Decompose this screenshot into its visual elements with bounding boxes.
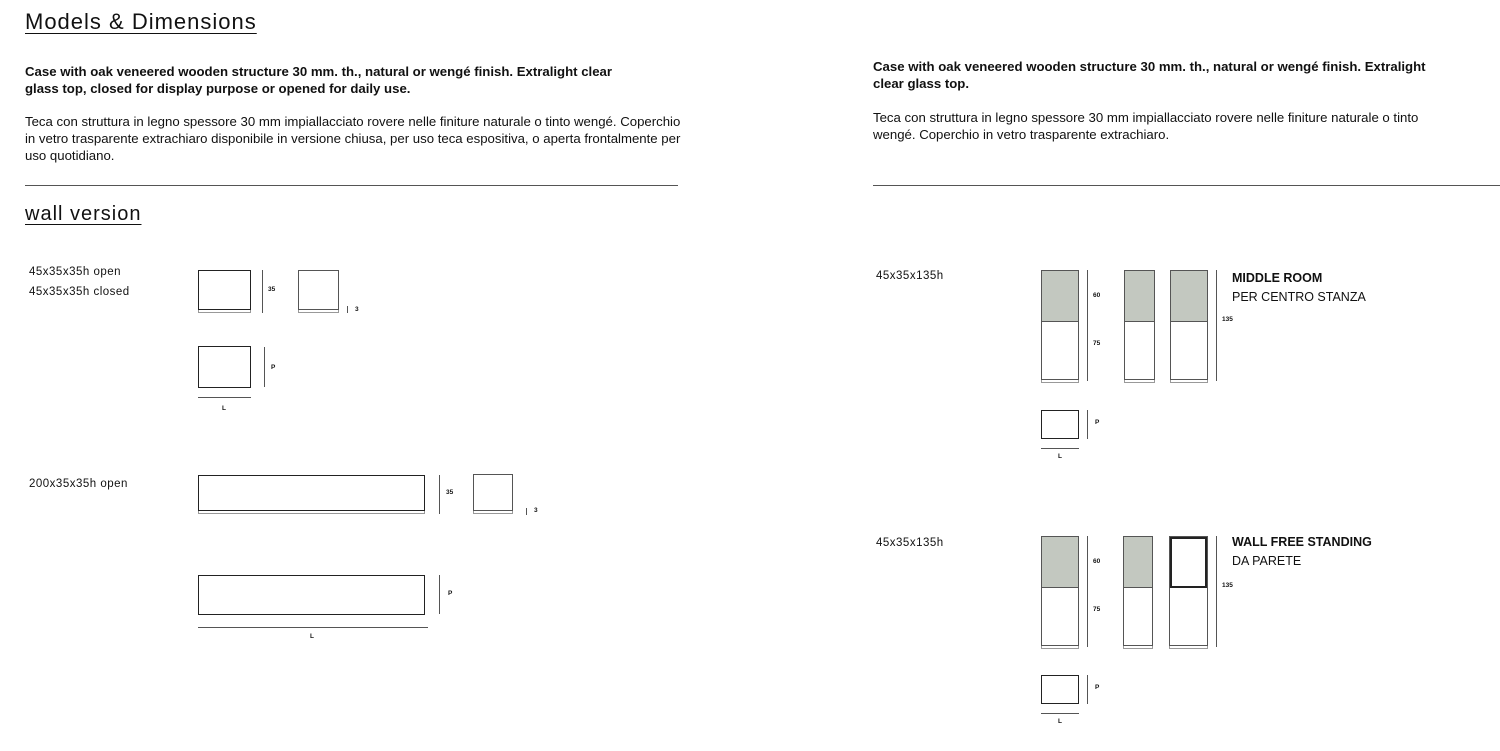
total-height-dimension-line	[1216, 536, 1217, 647]
description-en: Case with oak veneered wooden structure 30 mm. th., natural or wengé finish. Extralight clear glass top.	[873, 59, 1426, 91]
divider	[873, 185, 1500, 186]
total-height-dimension-line	[1216, 270, 1217, 381]
dim-base-height: 75	[1093, 606, 1101, 613]
base-dimension-line	[526, 508, 527, 515]
depth-dimension-line	[1087, 675, 1088, 704]
depth-dimension-line	[1087, 410, 1088, 439]
length-dimension-line	[1041, 713, 1079, 714]
dim-depth: P	[271, 364, 276, 371]
dim-length: L	[310, 633, 314, 640]
model-label-open: 45x35x35h open	[29, 266, 122, 278]
dim-base: 3	[355, 306, 359, 313]
depth-dimension-line	[439, 575, 440, 614]
dim-total-height: 135	[1222, 316, 1233, 323]
page-title: Models & Dimensions	[25, 9, 257, 34]
length-dimension-line	[198, 627, 428, 628]
dim-total-height: 135	[1222, 582, 1233, 589]
divider	[25, 185, 678, 186]
dim-height: 35	[268, 286, 276, 293]
length-dimension-line	[198, 397, 251, 398]
dim-base-height: 75	[1093, 340, 1101, 347]
height-dimension-line	[1087, 536, 1088, 647]
description-it: Teca con struttura in legno spessore 30 mm impiallacciato rovere nelle finiture naturale o tinto wengé. Coperchio in vetro trasparente extrachiaro disponibile in versione chiusa, per uso teca espositiva, o aperta frontalmente per uso quotidiano.	[25, 114, 681, 163]
dim-depth: P	[1095, 684, 1100, 691]
dim-depth: P	[448, 590, 453, 597]
dim-depth: P	[1095, 419, 1100, 426]
dim-glass-height: 60	[1093, 558, 1101, 565]
length-dimension-line	[1041, 448, 1079, 449]
case-top-view	[198, 346, 251, 388]
variant-subtitle: DA PARETE	[1232, 554, 1302, 568]
model-label: 45x35x135h	[876, 537, 944, 549]
dim-length: L	[222, 405, 226, 412]
base-dimension-line	[347, 306, 348, 313]
variant-title: WALL FREE STANDING	[1232, 535, 1372, 549]
model-label-closed: 45x35x35h closed	[29, 286, 130, 298]
depth-dimension-line	[264, 347, 265, 387]
column-top-view	[1041, 675, 1079, 704]
description-it: Teca con struttura in legno spessore 30 mm impiallacciato rovere nelle finiture naturale o tinto wengé. Coperchio in vetro trasparente extrachiaro.	[873, 110, 1419, 142]
model-label: 45x35x135h	[876, 270, 944, 282]
dim-height: 35	[446, 489, 454, 496]
dim-length: L	[1058, 718, 1062, 725]
dim-base: 3	[534, 507, 538, 514]
height-dimension-line	[439, 475, 440, 514]
dim-length: L	[1058, 453, 1062, 460]
variant-title: MIDDLE ROOM	[1232, 271, 1323, 285]
model-label: 200x35x35h open	[29, 478, 128, 490]
height-dimension-line	[1087, 270, 1088, 381]
dim-glass-height: 60	[1093, 292, 1101, 299]
case-top-view	[198, 575, 425, 615]
section-title: wall version	[25, 203, 142, 225]
description-en: Case with oak veneered wooden structure 30 mm. th., natural or wengé finish. Extralight clear glass top, closed for display purpose or opened for daily use.	[25, 64, 612, 96]
column-top-view	[1041, 410, 1079, 439]
variant-subtitle: PER CENTRO STANZA	[1232, 290, 1366, 304]
height-dimension-line	[262, 270, 263, 313]
